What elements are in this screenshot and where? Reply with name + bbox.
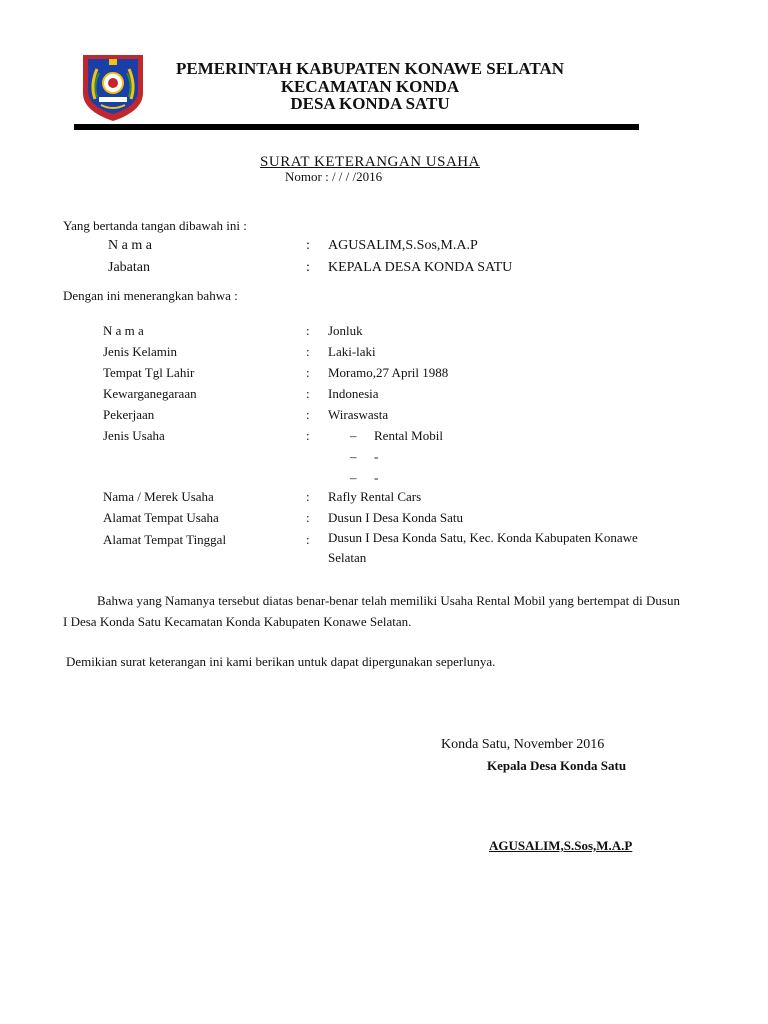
field-value-home-address: Dusun I Desa Konda Satu, Kec. Konda Kabupaten Konawe (328, 530, 638, 545)
field-value-home-address-cont: Selatan (328, 550, 367, 565)
field-colon: : (306, 386, 310, 401)
field-value-business-address: Dusun I Desa Konda Satu (328, 510, 464, 525)
field-value-name: Jonluk (328, 323, 363, 338)
business-item-text: Rental Mobil (374, 428, 443, 443)
letterhead-line-2: KECAMATAN KONDA (280, 77, 460, 96)
field-colon: : (306, 407, 310, 422)
signer-position-value: KEPALA DESA KONDA SATU (328, 260, 513, 275)
business-item-text: - (374, 470, 379, 485)
signer-position-colon: : (306, 260, 310, 275)
field-label-home-address: Alamat Tempat Tinggal (103, 532, 227, 547)
regency-crest-logo (79, 53, 147, 123)
field-label-business-address: Alamat Tempat Usaha (103, 510, 219, 525)
field-value-business-name: Rafly Rental Cars (328, 489, 422, 504)
signer-name-value: AGUSALIM,S.Sos,M.A.P (328, 238, 478, 253)
signatory-position: Kepala Desa Konda Satu (487, 758, 627, 773)
field-label-gender: Jenis Kelamin (103, 344, 178, 359)
field-label-nationality: Kewarganegaraan (103, 386, 197, 401)
place-date: Konda Satu, November 2016 (441, 737, 605, 752)
letterhead-divider (74, 124, 639, 130)
statement-paragraph: Bahwa yang Namanya tersebut diatas benar-benar telah memiliki Usaha Rental Mobil yang bertempat di Dusun I Desa Konda Satu Kecamatan Konda Kabupaten Konawe Selatan. (63, 593, 680, 629)
business-item-text: - (374, 449, 379, 464)
field-colon: : (306, 428, 310, 443)
field-value-gender: Laki-laki (328, 344, 376, 359)
field-colon: : (306, 365, 310, 380)
business-item-dash: – (350, 449, 357, 464)
field-label-occupation: Pekerjaan (103, 407, 155, 422)
signer-name-label: N a m a (108, 238, 152, 253)
field-value-occupation: Wiraswasta (328, 407, 389, 422)
closing-paragraph: Demikian surat keterangan ini kami berikan untuk dapat dipergunakan seperlunya. (66, 654, 496, 669)
field-label-business-type: Jenis Usaha (103, 428, 165, 443)
letterhead-line-3: DESA KONDA SATU (290, 94, 450, 113)
field-colon: : (306, 532, 310, 547)
field-label-business-name: Nama / Merek Usaha (103, 489, 214, 504)
letterhead-line-1: PEMERINTAH KABUPATEN KONAWE SELATAN (175, 59, 565, 78)
business-item-dash: – (350, 428, 357, 443)
field-value-nationality: Indonesia (328, 386, 379, 401)
field-label-name: N a m a (103, 323, 144, 338)
signer-position-label: Jabatan (108, 260, 150, 275)
field-colon: : (306, 510, 310, 525)
signer-name-colon: : (306, 238, 310, 253)
field-value-birth: Moramo,27 April 1988 (328, 365, 449, 380)
field-colon: : (306, 489, 310, 504)
field-label-birth: Tempat Tgl Lahir (103, 365, 195, 380)
field-colon: : (306, 323, 310, 338)
letter-number: Nomor : / / / /2016 (285, 169, 383, 184)
letter-title: SURAT KETERANGAN USAHA (260, 154, 480, 170)
signatory-name: AGUSALIM,S.Sos,M.A.P (489, 838, 633, 853)
subject-intro: Dengan ini menerangkan bahwa : (63, 288, 238, 303)
field-colon: : (306, 344, 310, 359)
signer-intro: Yang bertanda tangan dibawah ini : (63, 218, 247, 233)
business-item-dash: – (350, 470, 357, 485)
